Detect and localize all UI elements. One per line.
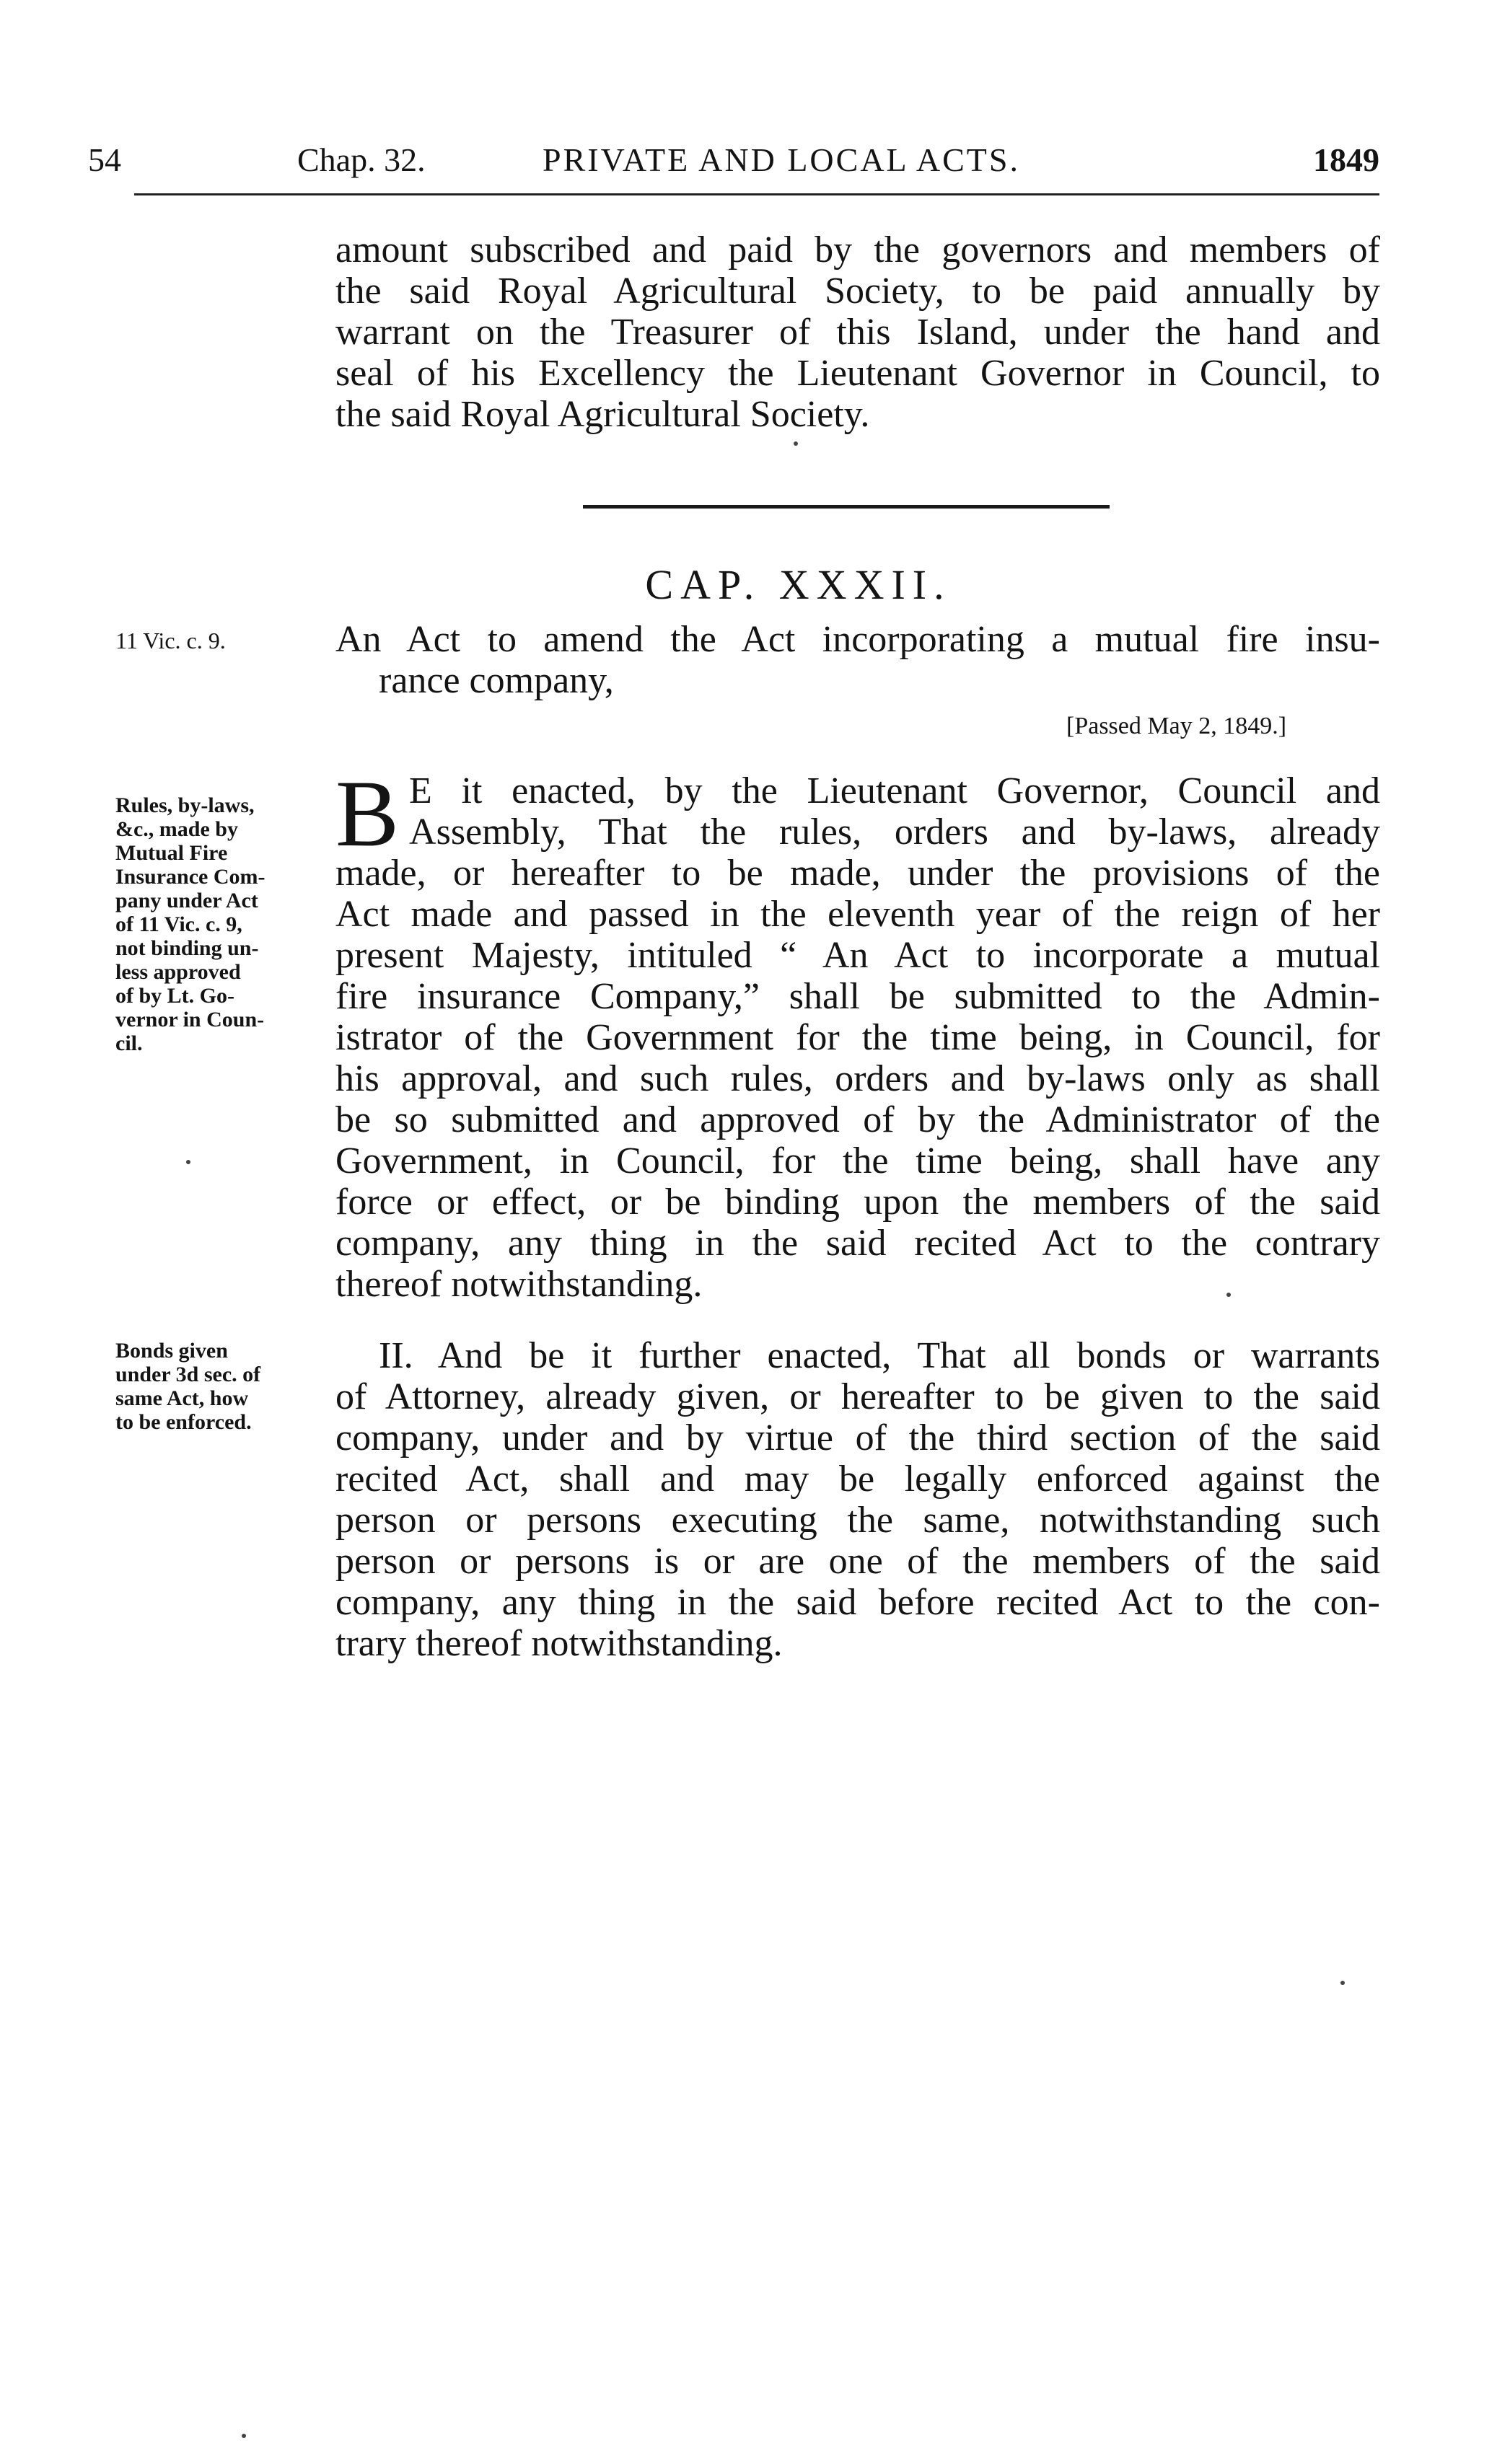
section-separator-rule [583,505,1110,509]
text-line: recited Act, shall and may be legally enforced against the [335,1458,1380,1500]
text-line: thereof notwithstanding. [335,1264,703,1305]
text-line: istrator of the Government for the time being, in Council, for [335,1017,1380,1058]
text-line: of Attorney, already given, or hereafter to be given to the said [335,1376,1380,1417]
section-2 [335,1335,1380,1664]
scan-speck [794,441,798,446]
text-line: company, any thing in the said recited Act to the contrary [335,1223,1380,1264]
margin-note-bonds [115,1339,325,1434]
text-line: amount subscribed and paid by the governors and members of [335,229,1380,270]
text-line: force or effect, or be binding upon the members of the said [335,1182,1380,1223]
continuation-paragraph [335,229,1380,435]
margin-note-rules [115,793,325,1055]
header-rule [134,193,1379,195]
margin-note-line: Mutual Fire [115,841,228,865]
text-line: made, or hereafter to be made, under the provisions of the [335,853,1380,894]
margin-note-line: &c., made by [115,817,238,841]
passed-date: [Passed May 2, 1849.] [1066,713,1287,739]
margin-note-line: same Act, how [115,1386,249,1410]
text-line: trary thereof notwithstanding. [335,1623,783,1664]
text-line: the said Royal Agricultural Society. [335,394,870,435]
margin-note-line: not binding un- [115,936,259,960]
text-line: company, under and by virtue of the third section of the said [335,1417,1380,1458]
text-line: his approval, and such rules, orders and by-laws only as shall [335,1058,1380,1099]
text-line: Act made and passed in the eleventh year of the reign of her [335,894,1380,935]
text-line: Government, in Council, for the time being, shall have any [335,1140,1380,1182]
text-line: present Majesty, intituled “ An Act to incorporate a mutual [335,935,1380,976]
margin-note-line: under 3d sec. of [115,1363,261,1386]
running-year: 1849 [1313,141,1379,178]
scan-speck [242,2434,246,2438]
running-title: PRIVATE AND LOCAL ACTS. [543,141,1020,178]
chapter-label: Chap. 32. [297,141,426,178]
text-line: Assembly, That the rules, orders and by-laws, already [409,811,1380,853]
running-head [88,138,1379,182]
chapter-heading: CAP. XXXII. [645,561,952,608]
drop-cap: B [335,760,400,866]
margin-note-line: of by Lt. Go- [115,984,234,1008]
text-line: warrant on the Treasurer of this Island, under the hand and [335,312,1380,353]
margin-note-line: Insurance Com- [115,865,265,889]
act-title-line: An Act to amend the Act incorporating a mutual fire insu- [335,619,1380,660]
text-line: the said Royal Agricultural Society, to be paid annually by [335,270,1380,312]
margin-note-line: pany under Act [115,889,258,912]
text-line: be so submitted and approved of by the Administrator of the [335,1099,1380,1140]
page-number: 54 [88,141,121,178]
margin-note-line: cil. [115,1031,143,1055]
margin-note-line: to be enforced. [115,1410,252,1434]
text-line: person or persons executing the same, notwithstanding such [335,1500,1380,1541]
margin-note-line: of 11 Vic. c. 9, [115,912,242,936]
scan-speck [1340,1981,1345,1985]
scan-speck [1226,1293,1231,1297]
margin-note-line: Bonds given [115,1339,228,1363]
text-line: seal of his Excellency the Lieutenant Governor in Council, to [335,353,1380,394]
act-title-line: rance company, [379,660,614,701]
margin-note-line: less approved [115,960,241,984]
text-line: E it enacted, by the Lieutenant Governor, Council and [409,770,1380,811]
margin-note-reference [115,629,325,653]
text-line: II. And be it further enacted, That all bonds or warrants [379,1335,1380,1376]
scan-speck [186,1160,190,1164]
margin-note-line: Rules, by-laws, [115,793,255,817]
text-line: fire insurance Company,” shall be submitted to the Admin- [335,976,1380,1017]
margin-note-line: vernor in Coun- [115,1008,265,1031]
section-1 [335,760,1380,1305]
text-line: company, any thing in the said before recited Act to the con- [335,1582,1380,1623]
margin-note-line: 11 Vic. c. 9. [115,628,226,654]
text-line: person or persons is or are one of the members of the said [335,1541,1380,1582]
act-title [335,619,1380,701]
